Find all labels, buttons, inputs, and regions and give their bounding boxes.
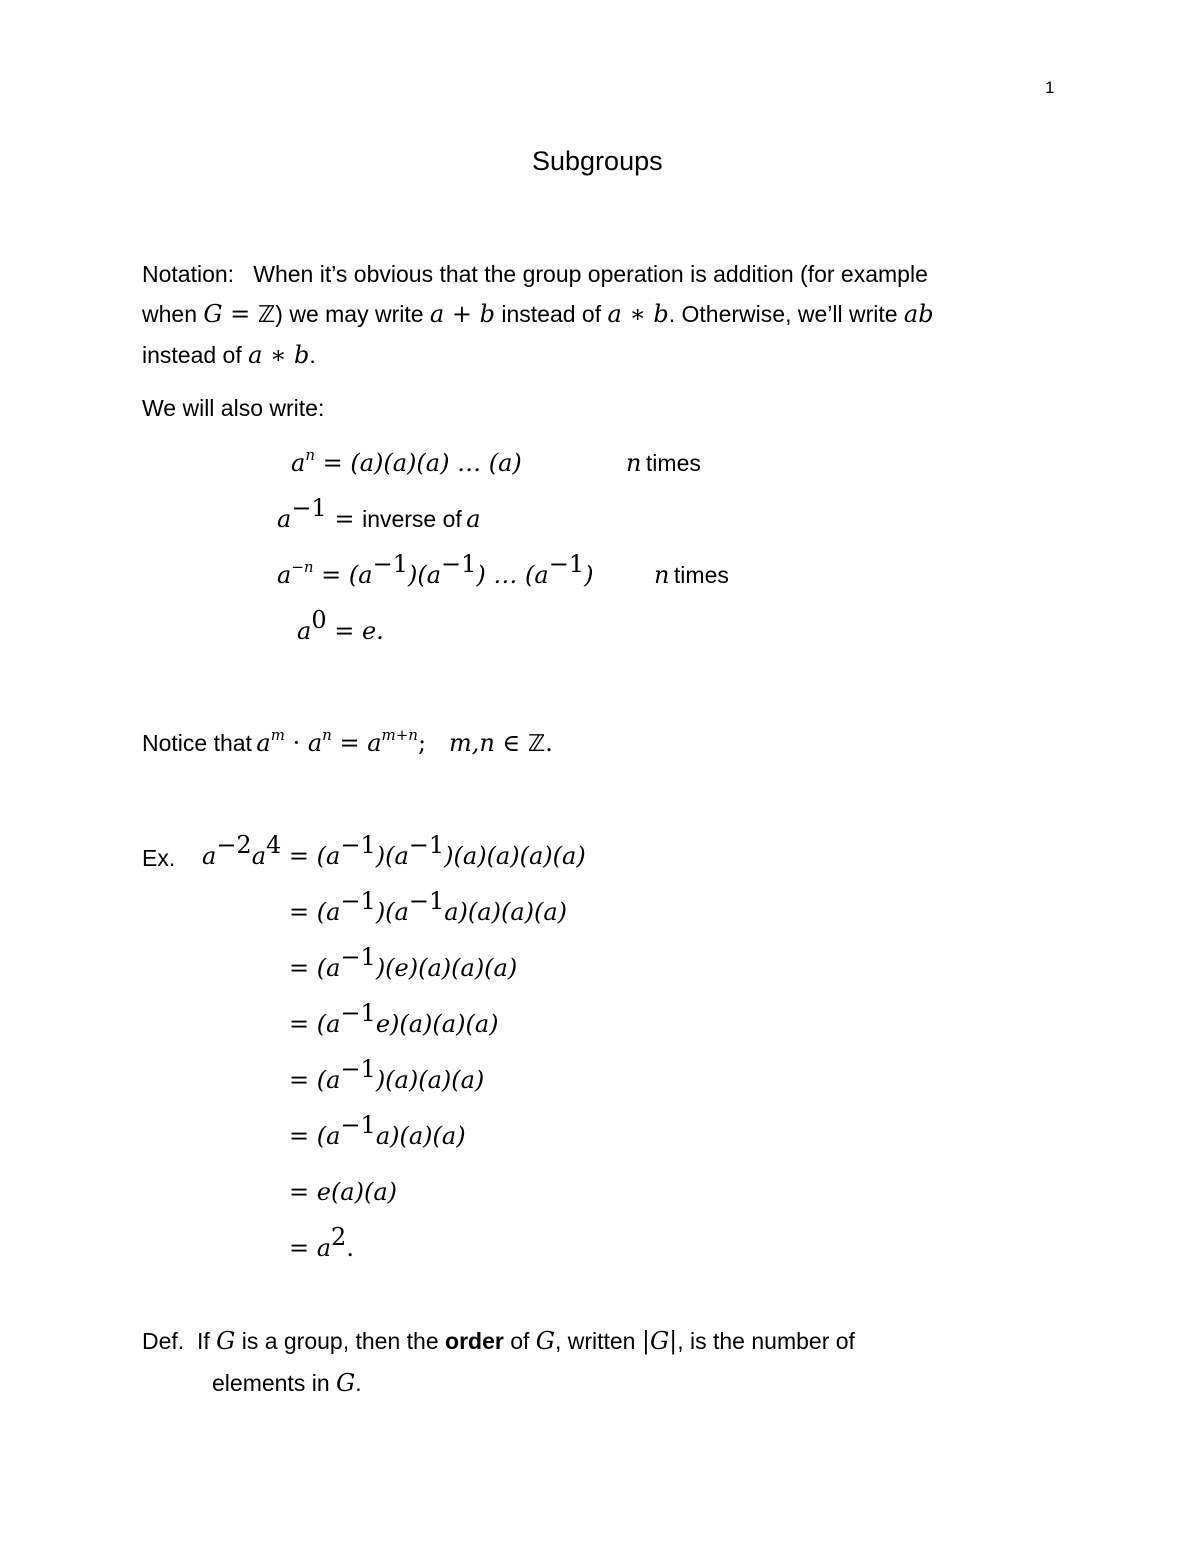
def-power-n-times — [626, 449, 701, 477]
text-otherwise: . Otherwise, we’ll write — [668, 301, 898, 327]
math-exp: m — [270, 726, 285, 744]
math-rhs: = (a)(a)(a) … (a) — [314, 449, 522, 477]
text-number-of: , is the number of — [677, 1328, 855, 1354]
math-exp: −1 — [291, 494, 327, 522]
text-of: of — [510, 1328, 530, 1354]
text-period: . — [355, 1370, 362, 1396]
math-abs-G: |G| — [641, 1327, 678, 1355]
math-semicolon: ; — [417, 729, 427, 757]
math-eq: = ( — [313, 561, 359, 589]
math-exp: −1 — [340, 1111, 376, 1139]
def-power-n — [291, 446, 522, 477]
math-part: a)(a)(a) — [375, 1122, 466, 1150]
also-write-line: We will also write: — [142, 395, 325, 421]
math-a: a — [277, 561, 292, 589]
math-part: )(a)(a)(a)(a) — [444, 842, 586, 870]
math-equals: = — [222, 300, 258, 328]
math-exp: −1 — [548, 550, 585, 578]
math-a: a — [251, 842, 267, 870]
math-n: n — [654, 561, 670, 589]
page-number: 1 — [1045, 78, 1055, 97]
text-instead-of-2: instead of — [142, 342, 242, 368]
math-a: a — [202, 842, 217, 870]
math-exp: m+n — [381, 726, 418, 744]
def-power-zero — [297, 606, 384, 645]
math-a: a — [534, 561, 549, 589]
text-if: If — [196, 1328, 210, 1354]
math-exp: −1 — [340, 1055, 376, 1083]
math-exp: −1 — [340, 943, 376, 971]
example-label: Ex. — [142, 845, 176, 871]
math-exp: −n — [291, 558, 314, 576]
notation-line-1 — [142, 261, 928, 288]
math-a: a — [297, 617, 312, 645]
def-label: Def. — [142, 1328, 185, 1354]
notice-line — [142, 726, 553, 757]
math-paren: ) … ( — [476, 561, 535, 589]
example-row-3 — [289, 943, 518, 982]
math-a-plus-b: a + b — [429, 300, 495, 328]
text-is-group: is a group, then the — [241, 1328, 439, 1354]
math-part: )(e)(a)(a)(a) — [375, 954, 518, 982]
example-row-7 — [289, 1178, 397, 1206]
example-row-6 — [289, 1111, 466, 1150]
math-a: a — [358, 561, 373, 589]
math-exp: −1 — [340, 831, 376, 859]
math-exp: 4 — [266, 831, 282, 859]
text-notice: Notice that — [142, 730, 252, 756]
math-part: )(a)(a)(a) — [375, 1066, 485, 1094]
math-dot: · — [284, 729, 308, 757]
math-rhs: = e. — [326, 617, 384, 645]
math-part: . — [346, 1234, 354, 1262]
math-part: )(a — [375, 842, 409, 870]
math-part: = (a — [289, 954, 341, 982]
text-period: . — [309, 342, 316, 368]
math-part: )(a — [375, 898, 409, 926]
math-a: a — [466, 505, 481, 533]
example-row-5 — [289, 1055, 485, 1094]
def-power-neg-n — [277, 550, 594, 589]
math-part: = (a — [289, 1066, 341, 1094]
text-times: times — [645, 450, 701, 476]
math-exp: n — [322, 726, 332, 744]
text-when: when — [142, 301, 197, 327]
math-part: e)(a)(a)(a) — [375, 1010, 499, 1038]
math-Z: ℤ — [527, 731, 546, 757]
math-exp: n — [305, 446, 315, 464]
math-G: G — [535, 1327, 555, 1355]
math-exp: −1 — [408, 831, 445, 859]
math-G: G — [336, 1369, 356, 1397]
math-exp: −1 — [340, 999, 376, 1027]
definition-line-2 — [212, 1369, 362, 1397]
math-exp: 0 — [311, 606, 327, 634]
notation-line-3 — [142, 341, 316, 369]
math-a: a — [367, 729, 382, 757]
math-ab: ab — [903, 300, 934, 328]
math-part: a)(a)(a)(a) — [444, 898, 568, 926]
math-a: a — [277, 505, 292, 533]
math-exp: −1 — [441, 550, 477, 578]
math-a: a — [256, 729, 271, 757]
text-instead-of: instead of — [501, 301, 602, 327]
notation-line-2 — [142, 300, 934, 328]
text-times: times — [673, 562, 729, 588]
math-a: a — [307, 729, 323, 757]
math-G: G — [203, 300, 223, 328]
text-order: order — [445, 1328, 504, 1354]
math-part: = e(a)(a) — [289, 1178, 398, 1206]
text-written: , written — [554, 1328, 636, 1354]
math-Z: ℤ — [257, 302, 276, 328]
example-row-1 — [202, 831, 586, 870]
math-paren: )( — [407, 561, 427, 589]
math-part: = (a — [289, 1010, 341, 1038]
text-inverse-of: inverse of — [362, 506, 462, 532]
math-part: = (a — [281, 842, 341, 870]
math-exp: 2 — [331, 1223, 347, 1251]
math-n: n — [626, 449, 642, 477]
text-may-write: ) we may write — [275, 301, 424, 327]
page-title: Subgroups — [532, 146, 663, 176]
def-inverse — [277, 494, 481, 533]
math-a-star-b-2: a ∗ b — [248, 341, 310, 369]
example-row-4 — [289, 999, 499, 1038]
math-a: a — [291, 449, 306, 477]
math-mn: m,n ∈ — [448, 729, 528, 757]
math-exp: −1 — [408, 887, 445, 915]
math-a: a — [426, 561, 442, 589]
math-part: = a — [289, 1234, 332, 1262]
math-part: = (a — [289, 898, 341, 926]
math-eq: = — [331, 729, 368, 757]
math-exp: −2 — [216, 831, 252, 859]
math-exp: −1 — [372, 550, 408, 578]
math-period: . — [545, 729, 553, 757]
definition-line-1 — [142, 1327, 855, 1355]
math-part: = (a — [289, 1122, 341, 1150]
notation-label: Notation: — [142, 261, 235, 287]
math-a-star-b: a ∗ b — [607, 300, 669, 328]
example-row-8 — [289, 1223, 354, 1262]
math-exp: −1 — [340, 887, 376, 915]
notation-text-1: When it’s obvious that the group operation is addition (for example — [253, 261, 928, 287]
text-elements-in: elements in — [212, 1370, 330, 1396]
math-paren: ) — [584, 561, 594, 589]
example-row-2 — [289, 887, 568, 926]
math-G: G — [216, 1327, 236, 1355]
def-power-neg-n-times — [654, 561, 729, 589]
math-equals: = — [326, 505, 363, 533]
